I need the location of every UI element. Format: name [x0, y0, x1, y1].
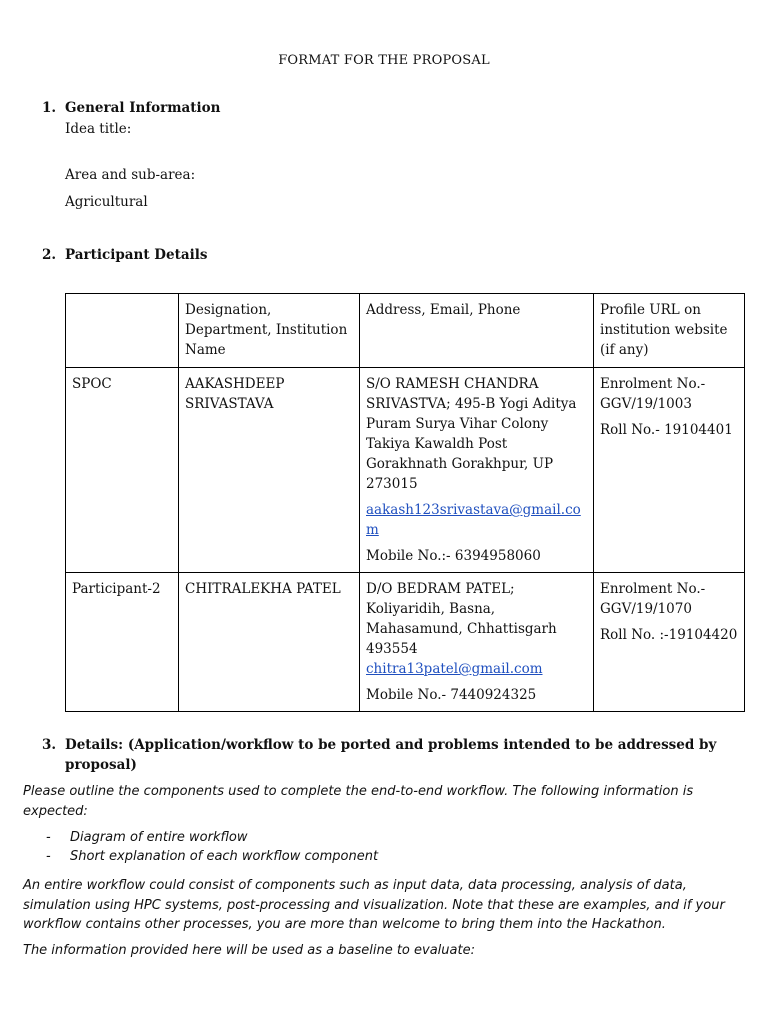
enrolment-text: Enrolment No.- GGV/19/1070 — [600, 581, 706, 617]
table-header-row — [66, 294, 745, 368]
table-header-cell: Designation, Department, Institution Name — [179, 294, 360, 368]
bullet-marker: - — [46, 849, 51, 864]
area-value: Agricultural — [65, 194, 148, 210]
roll-text: Roll No.- 19104401 — [600, 422, 733, 438]
enrolment-text: Enrolment No.- GGV/19/1003 — [600, 376, 706, 412]
contact-cell — [360, 368, 594, 573]
section-1-heading — [42, 99, 220, 119]
section-3-title: Details: (Application/workflow to be ported and problems intended to be addressed by proposal) — [65, 737, 717, 773]
closing-paragraph: The information provided here will be used as a baseline to evaluate: — [23, 943, 475, 958]
bullet-marker: - — [46, 830, 51, 845]
table-header-cell — [66, 294, 179, 368]
table-header-cell: Address, Email, Phone — [360, 294, 594, 368]
document-title: FORMAT FOR THE PROPOSAL — [278, 53, 490, 68]
roll-text: Roll No. :-19104420 — [600, 627, 738, 643]
bullet-item — [46, 848, 378, 867]
section-1-title: General Information — [65, 100, 221, 116]
bullet-item — [46, 829, 247, 848]
table-row — [66, 573, 745, 712]
bullet-text: Diagram of entire workflow — [70, 830, 248, 845]
participant-table — [65, 293, 745, 712]
table-row — [66, 368, 745, 573]
section-3-number: 3. — [42, 737, 57, 753]
address-text: S/O RAMESH CHANDRA SRIVASTVA; 495-B Yogi Aditya Puram Surya Vihar Colony Takiya Kawaldh Post Gorakhnath Gorakhpur, UP 273015 — [366, 376, 577, 492]
idea-title-label: Idea title: — [65, 121, 132, 137]
profile-cell — [594, 573, 745, 712]
role-cell: Participant-2 — [66, 573, 179, 712]
name-cell: AAKASHDEEP SRIVASTAVA — [179, 368, 360, 573]
bullet-text: Short explanation of each workflow component — [70, 849, 379, 864]
section-2-title: Participant Details — [65, 247, 208, 263]
role-cell: SPOC — [66, 368, 179, 573]
intro-paragraph: Please outline the components used to complete the end-to-end workflow. The following information is expected: — [23, 784, 694, 819]
section-2-number: 2. — [42, 247, 57, 263]
area-label: Area and sub-area: — [65, 167, 196, 183]
section-3-heading — [42, 736, 742, 775]
phone-text: Mobile No.:- 6394958060 — [366, 548, 541, 564]
address-text: D/O BEDRAM PATEL; Koliyaridih, Basna, Mahasamund, Chhattisgarh 493554 — [366, 581, 557, 657]
profile-cell — [594, 368, 745, 573]
email-link[interactable]: aakash123srivastava@gmail.com — [366, 502, 581, 538]
table-header-cell: Profile URL on institution website (if any) — [594, 294, 745, 368]
workflow-paragraph: An entire workflow could consist of components such as input data, data processing, analysis of data, simulation using HPC systems, post-processing and visualization. Note that these are examples, and if your workflow contains other processes, you are more than welcome to bring them into the Hackathon. — [23, 878, 725, 932]
name-cell: CHITRALEKHA PATEL — [179, 573, 360, 712]
phone-text: Mobile No.- 7440924325 — [366, 687, 537, 703]
contact-cell — [360, 573, 594, 712]
email-link[interactable]: chitra13patel@gmail.com — [366, 661, 543, 677]
section-2-heading — [42, 246, 207, 266]
section-1-number: 1. — [42, 100, 57, 116]
